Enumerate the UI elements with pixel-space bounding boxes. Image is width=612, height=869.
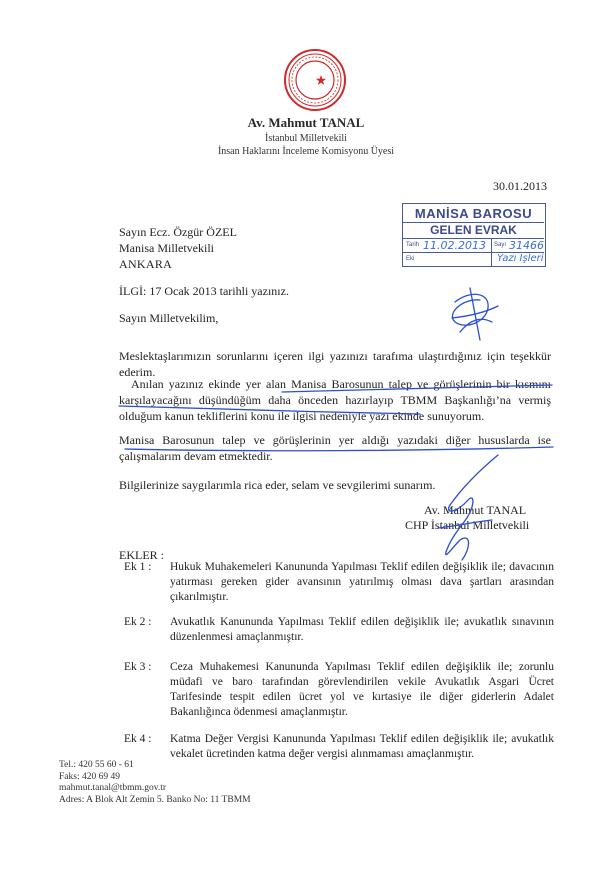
contact-footer [59,760,251,806]
footer-address: Adres: A Blok Alt Zemin 5. Banko No: 11 TBMM [59,794,251,805]
stamp-eki-label: Eki [406,256,415,262]
stamp-line2: GELEN EVRAK [430,223,517,237]
initials-scribble-icon [452,288,498,340]
footer-email: mahmut.tanal@tbmm.gov.tr [59,783,167,793]
recipient-city: ANKARA [119,257,173,271]
signature-name: Av. Mahmut TANAL [424,503,527,517]
footer-phone: Tel.: 420 55 60 - 61 [59,760,134,770]
tbmm-emblem-icon [283,48,347,112]
attachment-text: Hukuk Muhakemeleri Kanununda Yapılması Teklif edilen değişiklik ile; davacının yatırması gereken gider avansının yatırılmış olması dava şartları arasından çıkarılmıştır. [170,561,554,603]
stamp-sayi-label: Sayı [494,242,507,248]
stamp-line1: MANİSA BAROSU [414,206,533,221]
attachment-item [124,615,554,647]
stamp-sayi-value: 31466 [509,239,544,252]
attachment-text: Ceza Muhakemesi Kanununda Yapılması Teklif edilen değişiklik ile; zorunlu müdafi ve baro tarafından görevlendirilen vekile Avukatlık Asgari Ücret Tarifesinde tespit edilen ücret yol ve kırtasiye ile diğer giderlerin Adalet Bakanlığınca ödenmesi amaçlanmıştır. [170,661,554,718]
salutation: Sayın Milletvekilim, [119,311,219,325]
stamp-ilgili-value: Yazı İşleri [497,253,544,264]
attachment-label: Ek 2 : [124,616,152,628]
recipient-title: Manisa Milletvekili [119,241,214,255]
footer-fax: Faks: 420 69 49 [59,771,120,782]
reference-line: İLGİ: 17 Ocak 2013 tarihli yazınız. [119,284,289,298]
letter-date: 30.01.2013 [493,179,547,193]
attachment-item [124,560,554,608]
body-paragraph: Anılan yazınız ekinde yer alan Manisa Barosunun talep ve görüşlerinin bir kısmını karşılayacağını düşündüğüm daha önceden hazırlayıp TBMM Başkanlığı’na vermiş olduğum kanun tekliflerini konu ile ilgisi nedeniyle yazı ekinde sunuyorum. [119,377,551,423]
closing-paragraph: Bilgilerinize saygılarımla rica eder, selam ve sevgilerimi sunarım. [119,478,436,492]
attachment-text: Avukatlık Kanununda Yapılması Teklif edilen değişiklik ile; avukatlık sınavının düzenlenmesi amaçlanmıştır. [170,616,554,643]
attachment-text: Katma Değer Vergisi Kanununda Yapılması Teklif edilen değişiklik ile; avukatlık vekalet ücretinden katma değer vergisi alınmaması amaçlanmıştır. [170,733,554,760]
attachment-label: Ek 3 : [124,661,152,673]
stamp-tarih-label: Tarih [406,242,420,248]
attachment-item [124,660,554,724]
incoming-document-stamp [402,203,546,267]
attachments-title: EKLER : [119,548,164,562]
signature-title: CHP İstanbul Milletvekili [405,518,530,532]
attachment-label: Ek 1 : [124,561,152,573]
sender-title-line1: İstanbul Milletvekili [265,133,347,144]
sender-title-line2: İnsan Haklarını İnceleme Komisyonu Üyesi [217,146,395,157]
sender-name: Av. Mahmut TANAL [247,115,365,130]
attachment-label: Ek 4 : [124,733,152,745]
body-paragraph: Meslektaşlarımızın sorunlarını içeren ilgi yazınızı tarafıma ulaştırdığınız için teşekkür ederim. [119,349,551,379]
recipient-name: Sayın Ecz. Özgür ÖZEL [119,225,237,239]
stamp-tarih-value: 11.02.2013 [423,239,486,252]
body-paragraph: Manisa Barosunun talep ve görüşlerinin yer aldığı yazıdaki diğer hususlarda ise çalışmalarım devam etmektedir. [119,433,551,463]
